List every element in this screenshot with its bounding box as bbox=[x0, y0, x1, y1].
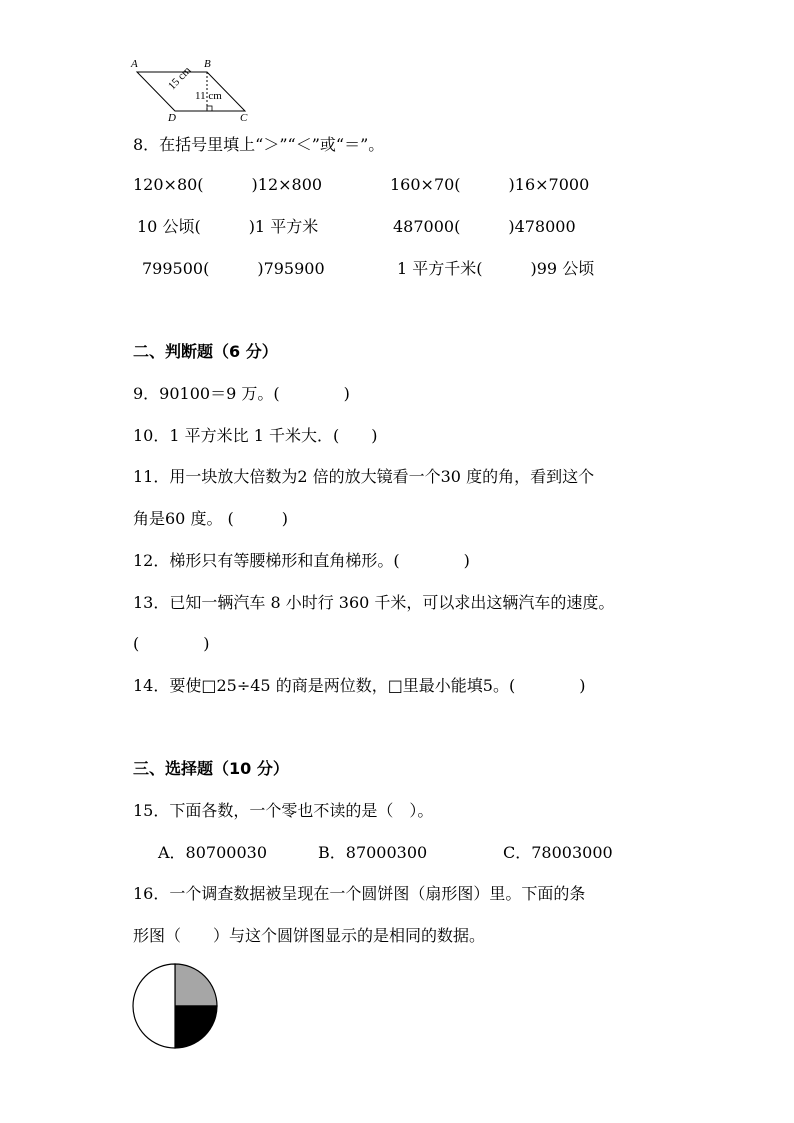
parallelogram-svg bbox=[128, 56, 258, 126]
q15-option-b: B．87000300 bbox=[318, 843, 428, 862]
q15-stem: 15．下面各数，一个零也不读的是（ ）。 bbox=[133, 801, 434, 820]
q8-row3-left: 799500( )795900 bbox=[142, 259, 325, 278]
q8-stem: 8．在括号里填上“＞”“＜”或“＝”。 bbox=[133, 135, 385, 154]
parallelogram-figure bbox=[128, 56, 258, 126]
section3-title: 三、选择题（10 分） bbox=[133, 759, 289, 778]
q11-line2: 角是60 度。 ( ) bbox=[133, 509, 289, 528]
vertex-d-label: D bbox=[168, 112, 176, 124]
q13-line2: ( ) bbox=[133, 634, 210, 653]
q12: 12．梯形只有等腰梯形和直角梯形。( ) bbox=[133, 551, 470, 570]
q8-row1-left: 120×80( )12×800 bbox=[133, 175, 323, 194]
q8-row3-right: 1 平方千米( )99 公顷 bbox=[397, 259, 595, 278]
q13-line1: 13．已知一辆汽车 8 小时行 360 千米，可以求出这辆汽车的速度。 bbox=[133, 593, 615, 612]
pie-chart bbox=[130, 961, 220, 1051]
side-length-label: 15 cm bbox=[166, 64, 194, 93]
parallelogram-shape bbox=[137, 72, 245, 111]
q14: 14．要使□25÷45 的商是两位数，□里最小能填5。( ) bbox=[133, 676, 586, 695]
q16-line2: 形图（ ）与这个圆饼图显示的是相同的数据。 bbox=[133, 926, 486, 945]
q8-row2-right: 487000( )478000 bbox=[393, 217, 576, 236]
q11-line1: 11．用一块放大倍数为2 倍的放大镜看一个30 度的角，看到这个 bbox=[133, 467, 595, 486]
q8-row2-left: 10 公顷( )1 平方米 bbox=[137, 217, 319, 236]
pie-slice-3 bbox=[133, 964, 175, 1048]
height-length-label: 11 cm bbox=[195, 90, 222, 102]
pie-slice-1 bbox=[175, 964, 217, 1006]
right-angle-mark bbox=[207, 106, 212, 111]
section2-title: 二、判断题（6 分） bbox=[133, 342, 278, 361]
pie-slice-2 bbox=[175, 1006, 217, 1048]
q16-line1: 16．一个调查数据被呈现在一个圆饼图（扇形图）里。下面的条 bbox=[133, 884, 586, 903]
q10: 10．1 平方米比 1 千米大．( ) bbox=[133, 426, 378, 445]
q8-row1-right: 160×70( )16×7000 bbox=[390, 175, 590, 194]
vertex-a-label: A bbox=[131, 58, 138, 70]
vertex-b-label: B bbox=[204, 58, 211, 70]
vertex-c-label: C bbox=[240, 112, 248, 124]
q15-option-a: A．80700030 bbox=[158, 843, 267, 862]
q9: 9．90100＝9 万。( ) bbox=[133, 384, 350, 403]
q15-option-c: C．78003000 bbox=[503, 843, 613, 862]
